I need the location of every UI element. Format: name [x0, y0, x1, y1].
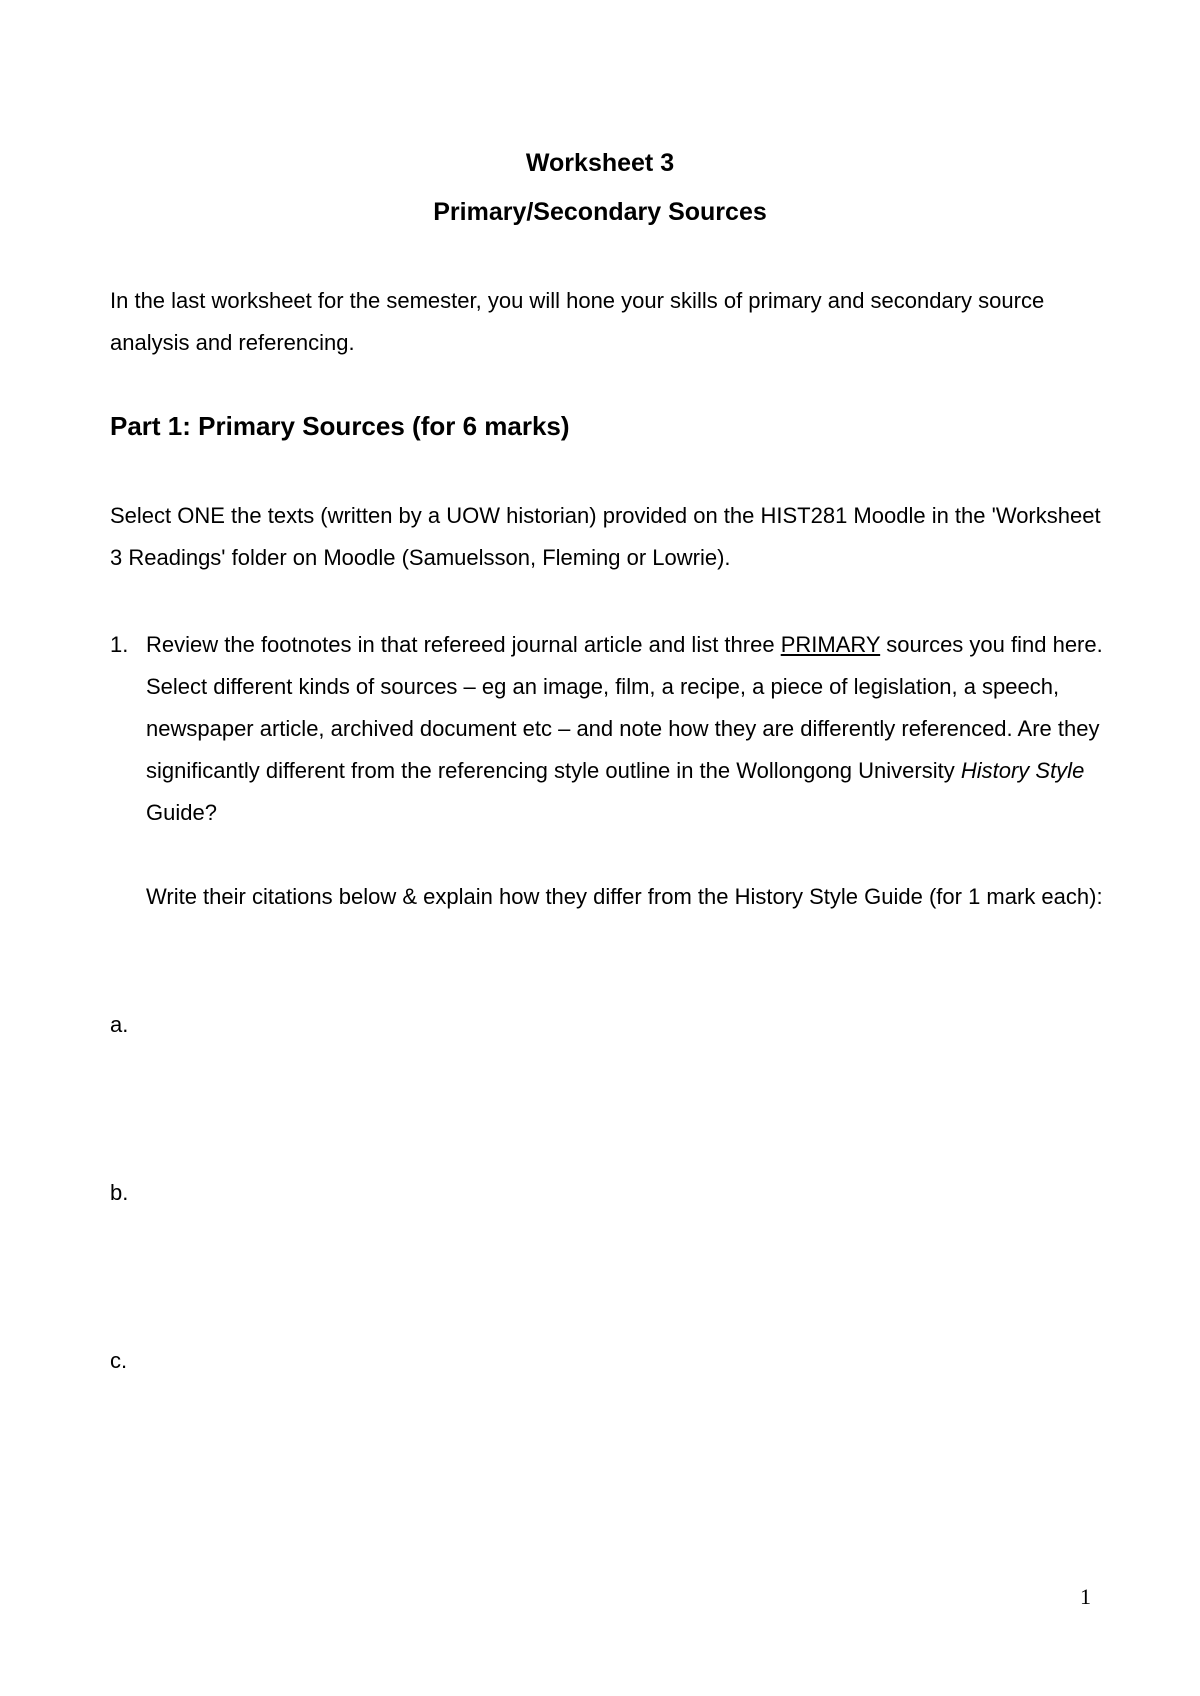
worksheet-subtitle: Primary/Secondary Sources [433, 198, 767, 226]
part1-heading-marks: (for 6 marks) [404, 411, 570, 441]
question1-write-instruction: Write their citations below & explain how they differ from the History Style Guide (for 1 mark each): [146, 884, 1103, 909]
question1-text-middle: sources you find here. Select different kinds of sources – eg an image, film, a recipe, a piece of legislation, a speech, newspaper article, archived document etc – and note how they are differently referenced. Are they significantly different from the referencing style outline in the Wollongong University [146, 632, 1103, 783]
question1-underlined-term: PRIMARY [780, 632, 881, 657]
intro-paragraph: In the last worksheet for the semester, you will hone your skills of primary and secondary source analysis and referencing. [110, 288, 1045, 355]
question1-italic-term: History Style [960, 758, 1085, 783]
answer-label-b: b. [110, 1180, 129, 1205]
worksheet-title: Worksheet 3 [525, 149, 675, 177]
answer-label-a: a. [110, 1012, 129, 1037]
part1-heading-title: Part 1: Primary Sources [110, 411, 405, 441]
question1-number: 1. [110, 632, 129, 657]
question1-text-end: Guide? [146, 800, 217, 825]
part1-instructions: Select ONE the texts (written by a UOW historian) provided on the HIST281 Moodle in the 'Worksheet 3 Readings' folder on Moodle (Samuelsson, Fleming or Lowrie). [110, 503, 1101, 570]
part1-heading [110, 410, 570, 442]
answer-label-c: c. [110, 1348, 128, 1373]
question1-text-start: Review the footnotes in that refereed journal article and list three [146, 632, 781, 657]
question1-text [146, 624, 1106, 834]
page-number: 1 [1080, 1584, 1091, 1609]
